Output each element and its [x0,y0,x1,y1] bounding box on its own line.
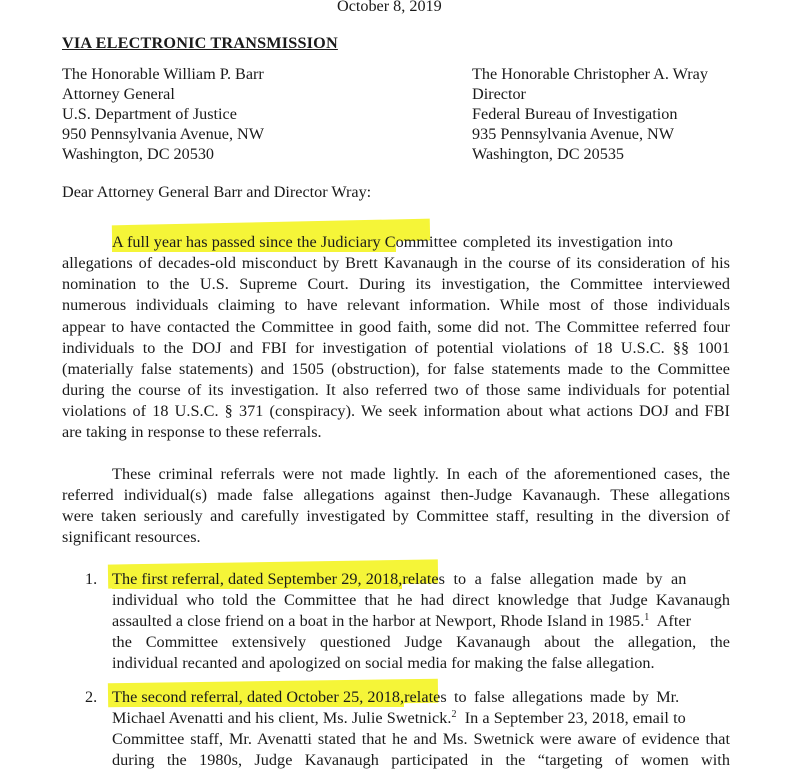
list-item-1-number: 1. [85,570,98,588]
list-item-2-line3: Committee staff, Mr. Avenatti stated that he and Ms. Swetnick were aware of evidence that [112,730,730,748]
list-item-1-line1-rest: relates to a false allegation made by an [402,570,687,588]
paragraph1-line4: numerous individuals claiming to have relevant information. While most of those individuals [62,296,730,314]
addressee-left-name: The Honorable William P. Barr [62,65,264,83]
list-item-1-line3-text: assaulted a close friend on a boat in the harbor at Newport, Rhode Island in 1985. [112,612,645,630]
paragraph1-line1-rest: ommittee completed its investigation into [395,233,673,251]
list-item-2-line1 [112,688,730,707]
paragraph2-line4: significant resources. [62,528,201,546]
footnote-2: 2 [451,709,457,720]
list-item-1-line5: individual recanted and apologized on social media for making the false allegation. [112,654,655,672]
paragraph1-line9: violations of 18 U.S.C. § 371 (conspiracy). We seek information about what actions DOJ and FBI [62,402,730,420]
paragraph1-line5: appear to have contacted the Committee in good faith, some did not. The Committee referred four [62,318,730,336]
list-item-2-line4: during the 1980s, Judge Kavanaugh participated in the “targeting of women with [112,751,730,769]
paragraph1-line3: nomination to the U.S. Supreme Court. During its investigation, the Committee interviewed [62,275,730,293]
letter-date: October 8, 2019 [337,0,442,15]
list-item-2-highlight: The second referral, dated October 25, 2018, [112,688,405,706]
paragraph1-line7: (materially false statements) and 1505 (obstruction), for false statements made to the Committee [62,360,730,378]
paragraph1-highlight: A full year has passed since the Judiciary C [112,233,396,251]
transmission-heading: VIA ELECTRONIC TRANSMISSION [62,34,338,52]
list-item-1-line3 [112,612,691,631]
addressee-left-title: Attorney General [62,85,175,103]
addressee-right-title: Director [472,85,526,103]
paragraph1-line8: during the course of its investigation. It also referred two of those same individuals for potential [62,381,730,399]
addressee-right [472,64,708,164]
addressee-right-city: Washington, DC 20535 [472,145,625,163]
list-item-1-highlight: The first referral, dated September 29, 2018, [112,570,403,588]
paragraph1-line2: allegations of decades-old misconduct by Brett Kavanaugh in the course of its consideration of his [62,254,730,272]
addressee-left [62,64,264,164]
addressee-right-name: The Honorable Christopher A. Wray [472,65,708,83]
paragraph1-line1 [112,233,730,252]
list-item-2-line2-text: Michael Avenatti and his client, Ms. Julie Swetnick. [112,709,452,727]
list-item-2-line2 [112,709,686,728]
addressee-left-org: U.S. Department of Justice [62,105,237,123]
paragraph2-line2: referred individual(s) made false allegations against then-Judge Kavanaugh. These allegations [62,486,730,504]
footnote-1: 1 [644,612,650,623]
addressee-left-street: 950 Pennsylvania Avenue, NW [62,125,265,143]
list-item-2-number: 2. [85,688,98,706]
list-item-1-after-footnote: After [649,612,692,630]
list-item-2-after-footnote: In a September 23, 2018, email to [456,709,686,727]
list-item-1-line2: individual who told the Committee that he had direct knowledge that Judge Kavanaugh [112,591,730,609]
paragraph2-line1: These criminal referrals were not made lightly. In each of the aforementioned cases, the [112,465,730,483]
addressee-left-city: Washington, DC 20530 [62,145,215,163]
paragraph1-line10: are taking in response to these referrals. [62,423,322,441]
list-item-1-line4: the Committee extensively questioned Judge Kavanaugh about the allegation, the [112,633,730,651]
addressee-right-street: 935 Pennsylvania Avenue, NW [472,125,675,143]
addressee-right-org: Federal Bureau of Investigation [472,105,678,123]
list-item-1-line1 [112,570,730,589]
salutation: Dear Attorney General Barr and Director Wray: [62,183,372,201]
paragraph1-line6: individuals to the DOJ and FBI for investigation of potential violations of 18 U.S.C. §§ 1001 [62,339,730,357]
list-item-2-line1-rest: relates to false allegations made by Mr. [404,688,680,706]
paragraph2-line3: were taken seriously and carefully investigated by Committee staff, resulting in the diversion of [62,507,730,525]
